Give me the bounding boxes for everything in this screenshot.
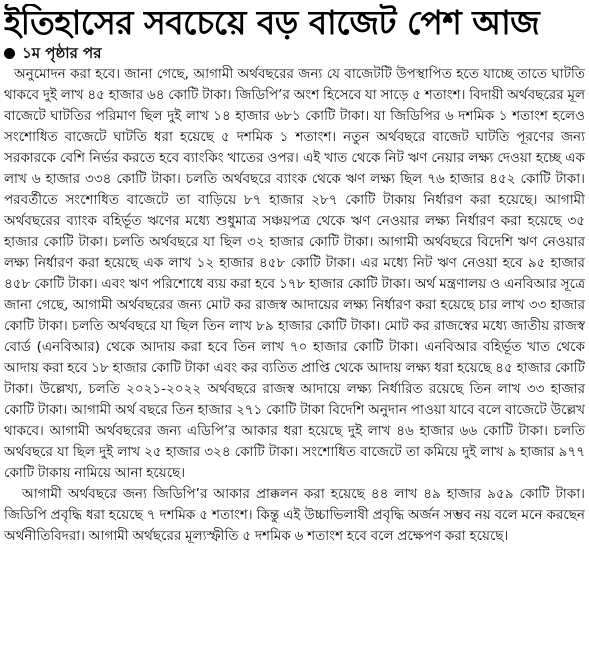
continuation-marker: [4, 43, 585, 63]
headline: ইতিহাসের সবচেয়ে বড় বাজেট পেশ আজ: [4, 4, 540, 42]
continuation-label: ১ম পৃষ্ঠার পর: [22, 44, 102, 62]
bullet-icon: [4, 48, 15, 59]
article-body: [4, 64, 585, 547]
paragraph-1: অনুমোদন করা হবে। জানা গেছে, আগামী অর্থবছরের জন্য যে বাজেটটি উপস্থাপিত হতে যাচ্ছে তাতে ঘাটতি থাকবে দুই লাখ ৪৫ হাজার ৬৪ কোটি টাকা। জিডিপি’র অংশ হিসেবে যা সাড়ে ৫ শতাংশ। বিদায়ী অর্থবছরের মূল বাজেটে ঘাটতির পরিমাণ ছিল দুই লাখ ১৪ হাজার ৬৮১ কোটি টাকা। যা জিডিপির ৬ দশমিক ১ শতাংশ হলেও সংশোধিত বাজেটে ঘাটতি ধরা হয়েছে ৫ দশমিক ১ শতাংশ। নতুন অর্থবছরে বাজেট ঘাটতি পূরণের জন্য সরকারকে বেশি নির্ভর করতে হবে ব্যাংকিং খাতের ওপর। এই খাত থেকে নিট ঋণ নেয়ার লক্ষ্য দেওয়া হচ্ছে এক লাখ ৬ হাজার ৩৩৪ কোটি টাকা। চলতি অর্থবছরে ব্যাংক থেকে ঋণ লক্ষ্য ছিল ৭৬ হাজার ৪৫২ কোটি টাকা। পরবর্তীতে সংশোধিত বাজেটে তা বাড়িয়ে ৮৭ হাজার ২৮৭ কোটি টাকায় নির্ধারণ করা হয়েছে। আগামী অর্থবছরের ব্যাংক বহির্ভূত ঋণের মধ্যে শুধুমাত্র সঞ্চয়পত্র থেকে ঋণ নেওয়ার লক্ষ্য নির্ধারণ করা হয়েছে ৩৫ হাজার কোটি টাকা। চলতি অর্থবছরে যা ছিল ৩২ হাজার কোটি টাকা। আগামী অর্থবছরে বিদেশি ঋণ নেওয়ার লক্ষ্য নির্ধারণ করা হয়েছে এক লাখ ১২ হাজার ৪৫৮ কোটি টাকা। এর মধ্যে নিট ঋণ নেওয়া হবে ৯৫ হাজার ৪৫৮ কোটি টাকা। এবং ঋণ পরিশোধে ব্যয় করা হবে ১৭৮ হাজার কোটি টাকা। অর্থ মন্ত্রণালয় ও এনবিআর সূত্রে জানা গেছে, আগামী অর্থবছরের জন্য মোট কর রাজস্ব আদায়ের লক্ষ্য নির্ধারণ করা হয়েছে চার লাখ ৩৩ হাজার কোটি টাকা। চলতি অর্থবছরে যা ছিল তিন লাখ ৮৯ হাজার কোটি টাকা। মোট কর রাজস্বের মধ্যে জাতীয় রাজস্ব বোর্ড (এনবিআর) থেকে আদায় করা হবে তিন লাখ ৭০ হাজার কোটি টাকা। এনবিআর বহির্ভূত খাত থেকে আদায় করা হবে ১৮ হাজার কোটি টাকা এবং কর ব্যতিত প্রাপ্তি থেকে আদায় লক্ষ্য ধরা হয়েছে ৪৫ হাজার কোটি টাকা। উল্লেখ্য, চলতি ২০২১-২০২২ অর্থবছরে রাজস্ব আদায়ে লক্ষ্য নির্ধারিত রয়েছে তিন লাখ ৩৩ হাজার কোটি টাকা। আগামী অর্থ বছরে তিন হাজার ২৭১ কোটি টাকা বিদেশি অনুদান পাওয়া যাবে বলে বাজেটে উল্লেখ থাকবে। আগামী অর্থবছরের জন্য এডিপি’র আকার ধরা হয়েছে দুই লাখ ৪৬ হাজার ৬৬ কোটি টাকা। চলতি অর্থবছরে যা ছিল দুই লাখ ২৫ হাজার ৩২৪ কোটি টাকা। সংশোধিত বাজেটে তা কমিয়ে দুই লাখ ৯ হাজার ৯৭৭ কোটি টাকায় নামিয়ে আনা হয়েছে।: [4, 66, 585, 481]
paragraph-2: আগামী অর্থবছরে জন্য জিডিপি’র আকার প্রাক্কলন করা হয়েছে ৪৪ লাখ ৪৯ হাজার ৯৫৯ কোটি টাকা। জিডিপি প্রবৃদ্ধি ধরা হয়েছে ৭ দশমিক ৫ শতাংশ। কিন্তু এই উচ্চাভিলাষী প্রবৃদ্ধি অর্জন সম্ভব নয় বলে মনে করছেন অর্থনীতিবিদরা। আগামী অর্থছরের মূল্যস্ফীতি ৫ দশমিক ৬ শতাংশ হবে বলে প্রক্ষেপণ করা হয়েছে।: [4, 486, 585, 544]
